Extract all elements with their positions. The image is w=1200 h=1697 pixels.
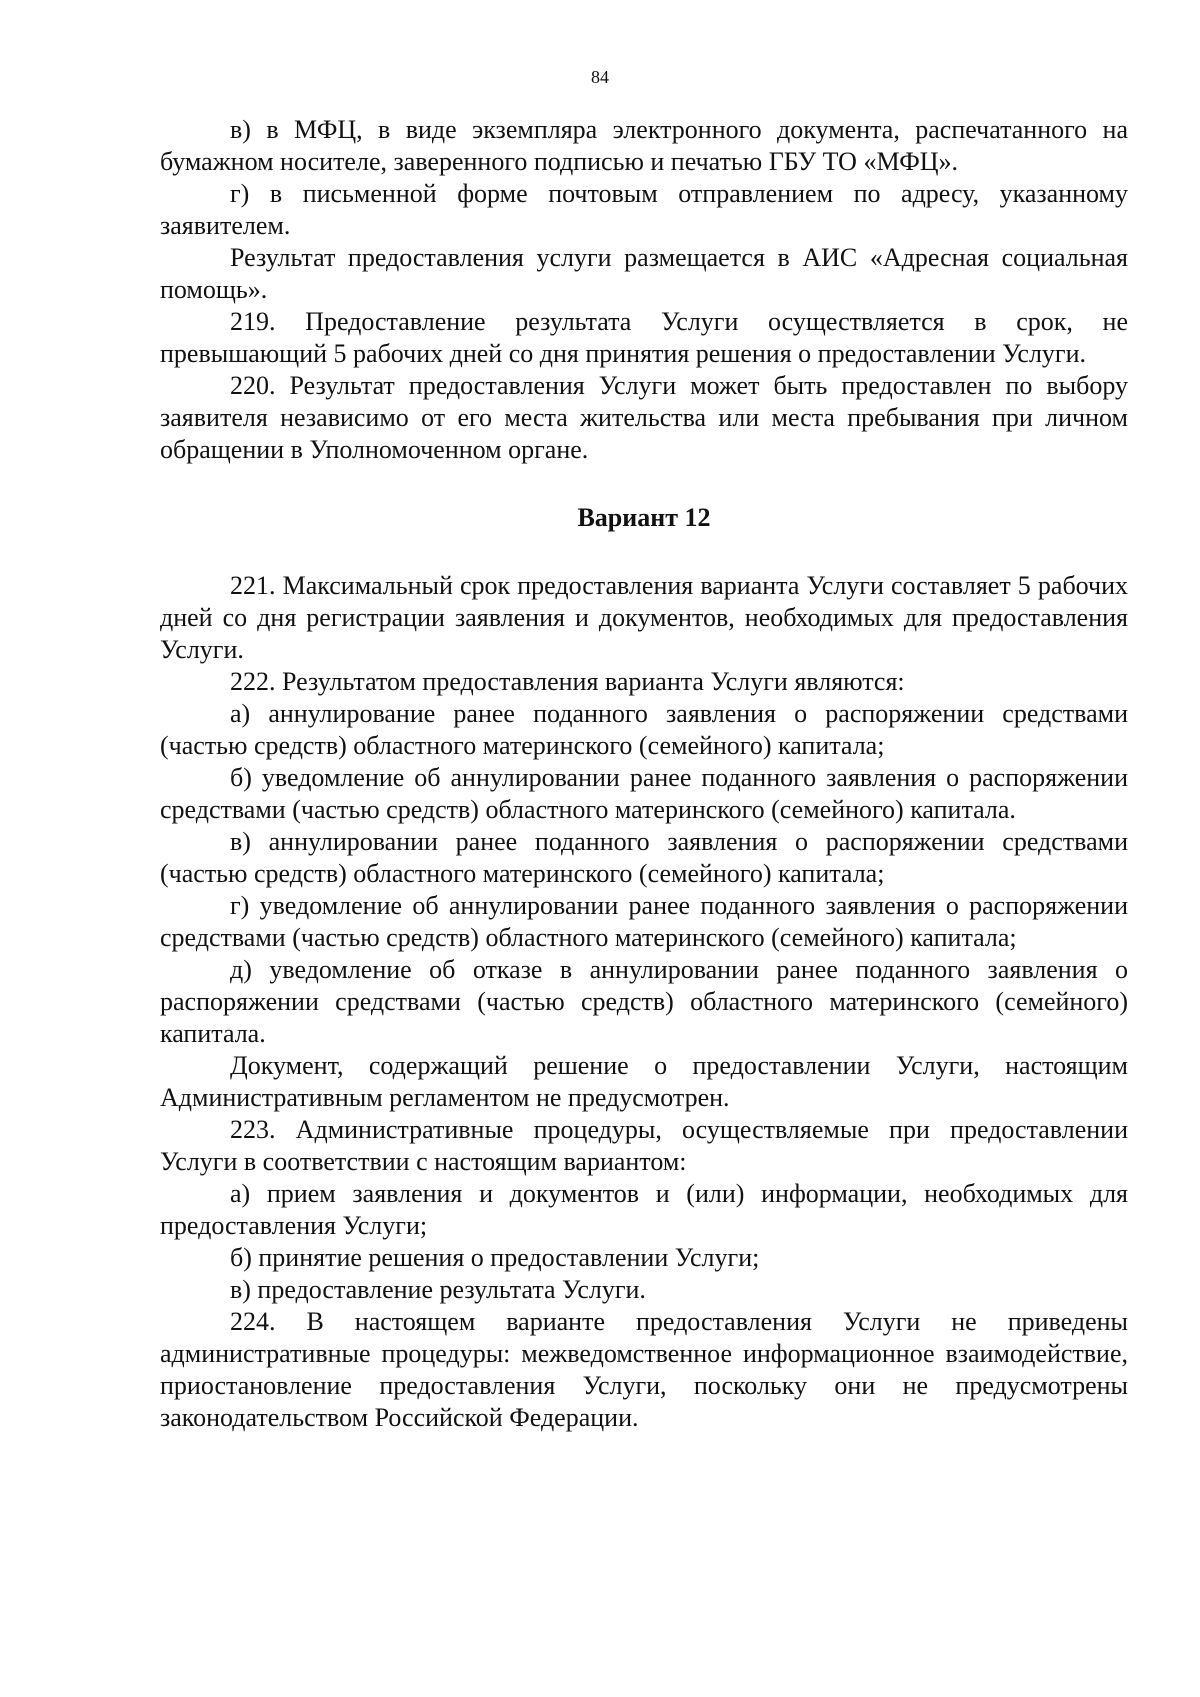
paragraph-220: 220. Результат предоставления Услуги может быть предоставлен по выбору заявителя независимо от его места жительства или места пребывания при личном обращении в Уполномоченном органе. xyxy=(160,371,1128,464)
document-body xyxy=(160,114,1128,1434)
paragraph-224: 224. В настоящем варианте предоставления Услуги не приведены административные процедуры: межведомственное информационное взаимодействие, приостановление предоставления Услуги, поскольку они не предусмотрены законодательством Российской Федерации. xyxy=(160,1307,1128,1432)
paragraph-222: 222. Результатом предоставления варианта Услуги являются: xyxy=(230,667,905,696)
list-item: в) предоставление результата Услуги. xyxy=(230,1275,646,1304)
list-item: а) прием заявления и документов и (или) информации, необходимых для предоставления Услуги; xyxy=(160,1179,1128,1240)
list-item: г) уведомление об аннулировании ранее поданного заявления о распоряжении средствами (частью средств) областного материнского (семейного) капитала; xyxy=(160,891,1128,952)
list-item: б) уведомление об аннулировании ранее поданного заявления о распоряжении средствами (частью средств) областного материнского (семейного) капитала. xyxy=(160,763,1128,824)
list-item: а) аннулирование ранее поданного заявления о распоряжении средствами (частью средств) областного материнского (семейного) капитала; xyxy=(160,699,1128,760)
list-item: б) принятие решения о предоставлении Услуги; xyxy=(230,1243,760,1272)
paragraph-221: 221. Максимальный срок предоставления варианта Услуги составляет 5 рабочих дней со дня регистрации заявления и документов, необходимых для предоставления Услуги. xyxy=(160,571,1128,664)
paragraph: Результат предоставления услуги размещается в АИС «Адресная социальная помощь». xyxy=(160,243,1128,304)
paragraph: Документ, содержащий решение о предоставлении Услуги, настоящим Административным регламентом не предусмотрен. xyxy=(160,1051,1128,1112)
paragraph: г) в письменной форме почтовым отправлением по адресу, указанному заявителем. xyxy=(160,179,1128,240)
section-heading: Вариант 12 xyxy=(577,503,711,532)
page-number: 84 xyxy=(591,67,609,87)
list-item: д) уведомление об отказе в аннулировании ранее поданного заявления о распоряжении средствами (частью средств) областного материнского (семейного) капитала. xyxy=(160,955,1128,1048)
paragraph-219: 219. Предоставление результата Услуги осуществляется в срок, не превышающий 5 рабочих дней со дня принятия решения о предоставлении Услуги. xyxy=(160,307,1128,368)
paragraph: в) в МФЦ, в виде экземпляра электронного документа, распечатанного на бумажном носителе, заверенного подписью и печатью ГБУ ТО «МФЦ». xyxy=(160,115,1128,176)
list-item: в) аннулировании ранее поданного заявления о распоряжении средствами (частью средств) областного материнского (семейного) капитала; xyxy=(160,827,1128,888)
paragraph-223: 223. Административные процедуры, осуществляемые при предоставлении Услуги в соответствии с настоящим вариантом: xyxy=(160,1115,1128,1176)
